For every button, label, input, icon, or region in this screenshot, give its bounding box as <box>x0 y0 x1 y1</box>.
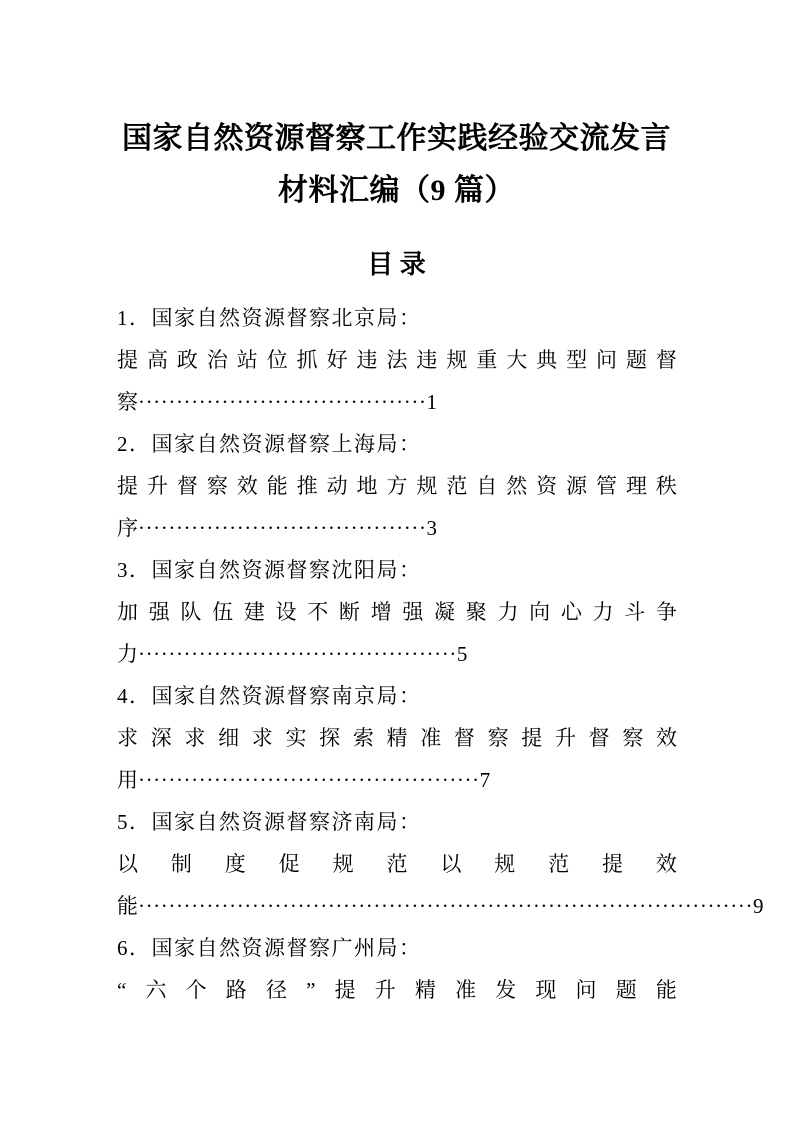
toc-entry-pageline <box>117 381 677 423</box>
toc-entry-title-line: 提 高 政 治 站 位 抓 好 违 法 违 规 重 大 典 型 问 题 督 <box>117 348 677 372</box>
toc-entry-title-line: 提 升 督 察 效 能 推 动 地 方 规 范 自 然 资 源 管 理 秩 <box>117 474 677 498</box>
toc-entry <box>117 675 677 801</box>
toc-entry-page-number: 5 <box>456 642 468 666</box>
toc-entry-title-line: 以 制 度 促 规 范 以 规 范 提 效 <box>117 852 677 876</box>
toc-entry-pageline <box>117 885 764 927</box>
dot-leader: ·········································· <box>138 642 457 666</box>
toc-entry-heading: 2．国家自然资源督察上海局： <box>117 432 422 456</box>
toc-heading: 目 录 <box>367 250 426 279</box>
toc-entry-heading: 1．国家自然资源督察北京局： <box>117 306 422 330</box>
dot-leader: ············································· <box>138 768 480 792</box>
dot-leader: ······································ <box>138 390 427 414</box>
toc-entry <box>117 927 677 1011</box>
toc-entry <box>117 297 677 423</box>
toc-entry-page-number: 7 <box>479 768 491 792</box>
toc-entry-page-number: 3 <box>426 516 438 540</box>
toc-entry-title-tail: 力 <box>117 642 138 666</box>
document-title <box>0 113 793 217</box>
dot-leader: ······································ <box>138 516 427 540</box>
toc-list <box>117 297 764 1011</box>
toc-entry-page-number: 1 <box>426 390 438 414</box>
dot-leader: ················································································· <box>138 894 754 918</box>
toc-entry-title-tail: 序 <box>117 516 138 540</box>
toc-entry-heading: 4．国家自然资源督察南京局： <box>117 684 422 708</box>
toc-entry-heading: 3．国家自然资源督察沈阳局： <box>117 558 422 582</box>
toc-entry-title-tail: 用 <box>117 768 138 792</box>
toc-entry <box>117 423 677 549</box>
title-line-1: 国家自然资源督察工作实践经验交流发言 <box>122 122 671 155</box>
toc-entry-title-line: 求 深 求 细 求 实 探 索 精 准 督 察 提 升 督 察 效 <box>117 726 677 750</box>
toc-entry-title-tail: 能 <box>117 894 138 918</box>
toc-entry-pageline <box>117 759 677 801</box>
toc-entry-page-number: 9 <box>753 894 764 918</box>
toc-entry-pageline <box>117 507 677 549</box>
toc-entry-title-line: 加 强 队 伍 建 设 不 断 增 强 凝 聚 力 向 心 力 斗 争 <box>117 600 677 624</box>
toc-entry <box>117 801 764 927</box>
title-line-2: 材料汇编（9 篇） <box>278 174 515 207</box>
toc-entry-heading: 5．国家自然资源督察济南局： <box>117 810 422 834</box>
toc-entry <box>117 549 677 675</box>
toc-entry-heading: 6．国家自然资源督察广州局： <box>117 936 422 960</box>
toc-entry-pageline <box>117 633 677 675</box>
toc-entry-title-tail: 察 <box>117 390 138 414</box>
toc-entry-title-line: “ 六 个 路 径 ” 提 升 精 准 发 现 问 题 能 <box>117 978 677 1002</box>
